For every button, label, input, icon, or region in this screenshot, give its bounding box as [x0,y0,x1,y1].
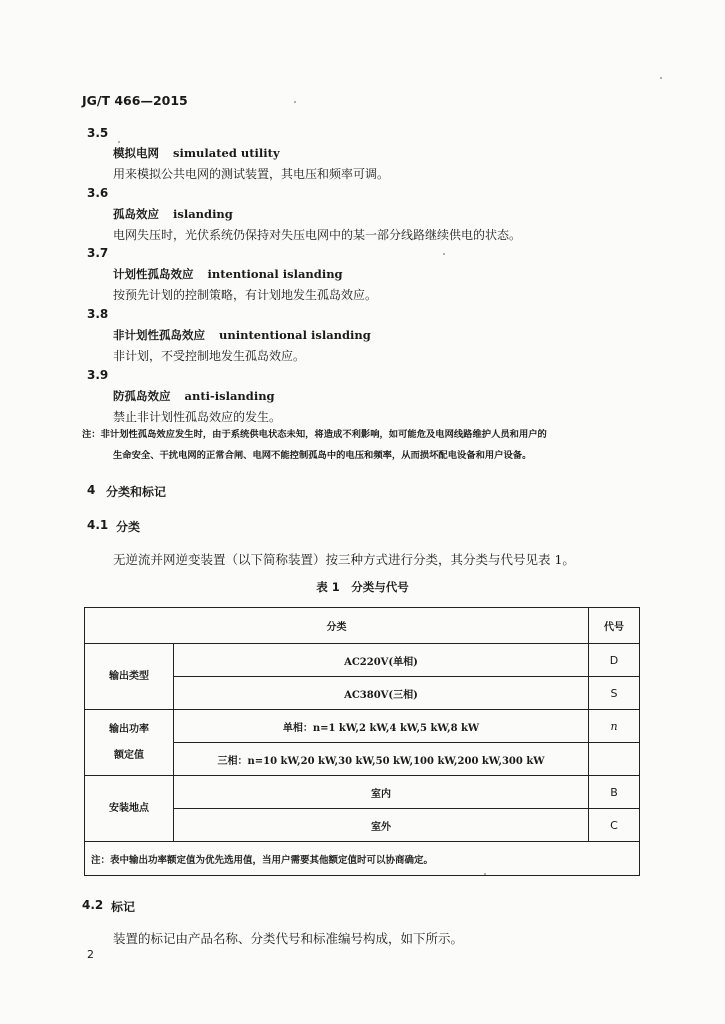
table-cell: 三相：n=10 kW,20 kW,30 kW,50 kW,100 kW,200 kW,300 kW [174,743,589,776]
term-en: islanding [173,207,233,221]
scan-speck [484,873,486,875]
note-line-2: 生命安全、干扰电网的正常合闸、电网不能控制孤岛中的电压和频率，从而损坏配电设备和用户设备。 [113,450,532,461]
scan-speck [660,77,662,79]
section-number: 4 [87,483,96,497]
table-note-row [85,842,640,876]
table-cell: 室内 [174,776,589,809]
scan-speck [118,141,120,143]
subsection-number: 4.1 [87,518,109,532]
clause-number: 3.5 [87,126,109,140]
table-cell: 单相：n=1 kW,2 kW,4 kW,5 kW,8 kW [174,710,589,743]
scan-speck [294,101,296,103]
header-code: 代号 [589,608,640,644]
term-en: simulated utility [173,146,280,160]
table-caption: 表 1 分类与代号 [316,580,409,594]
category-rated-power [85,710,174,776]
term-definition: 非计划，不受控制地发生孤岛效应。 [113,349,306,363]
table-cell: AC220V(单相) [174,644,589,677]
code-cell: D [589,644,640,677]
table-cell: AC380V(三相) [174,677,589,710]
table-row [85,644,640,677]
note-line-1: 注：非计划性孤岛效应发生时，由于系统供电状态未知，将造成不利影响，如可能危及电网线路维护人员和用户的 [82,429,547,440]
category-output-type: 输出类型 [85,644,174,710]
term-en: intentional islanding [207,267,343,281]
code-cell [589,743,640,776]
subsection-number: 4.2 [82,898,104,912]
code-italic: n [610,719,618,733]
paragraph: 装置的标记由产品名称、分类代号和标准编号构成，如下所示。 [113,931,464,946]
category-label-line: 输出功率 [109,723,149,735]
subsection-title: 分类 [116,520,141,534]
term-zh: 非计划性孤岛效应 [113,328,205,342]
code-cell: S [589,677,640,710]
term-definition: 按预先计划的控制策略，有计划地发生孤岛效应。 [113,288,378,302]
header-classification: 分类 [85,608,589,644]
term-zh: 模拟电网 [113,146,159,160]
term-heading [113,266,343,282]
term-heading [113,206,233,222]
section-title: 分类和标记 [106,485,167,499]
code-cell: C [589,809,640,842]
page-number: 2 [87,948,94,961]
clause-number: 3.8 [87,307,109,321]
table-header-row [85,608,640,644]
category-label-line: 额定值 [114,749,144,761]
term-definition: 电网失压时，光伏系统仍保持对失压电网中的某一部分线路继续供电的状态。 [113,228,522,242]
code-cell [589,710,640,743]
term-zh: 计划性孤岛效应 [113,267,194,281]
term-zh: 孤岛效应 [113,207,159,221]
category-installation: 安装地点 [85,776,174,842]
term-definition: 禁止非计划性孤岛效应的发生。 [113,410,282,424]
standard-header: JG/T 466—2015 [82,93,188,108]
clause-number: 3.9 [87,368,109,382]
term-heading [113,388,275,404]
term-heading [113,327,371,343]
term-en: unintentional islanding [219,328,371,342]
term-heading [113,145,280,161]
code-cell: B [589,776,640,809]
subsection-title: 标记 [111,900,136,914]
table-row [85,710,640,743]
table-cell: 室外 [174,809,589,842]
table-row [85,776,640,809]
classification-table [84,607,640,876]
term-en: anti-islanding [184,389,275,403]
clause-number: 3.7 [87,246,109,260]
table-note: 注：表中输出功率额定值为优先选用值，当用户需要其他额定值时可以协商确定。 [85,842,640,876]
scan-speck [443,253,445,255]
term-definition: 用来模拟公共电网的测试装置，其电压和频率可调。 [113,167,390,181]
paragraph: 无逆流并网逆变装置（以下简称装置）按三种方式进行分类，其分类与代号见表 1。 [113,552,575,567]
clause-number: 3.6 [87,186,109,200]
term-zh: 防孤岛效应 [113,389,171,403]
